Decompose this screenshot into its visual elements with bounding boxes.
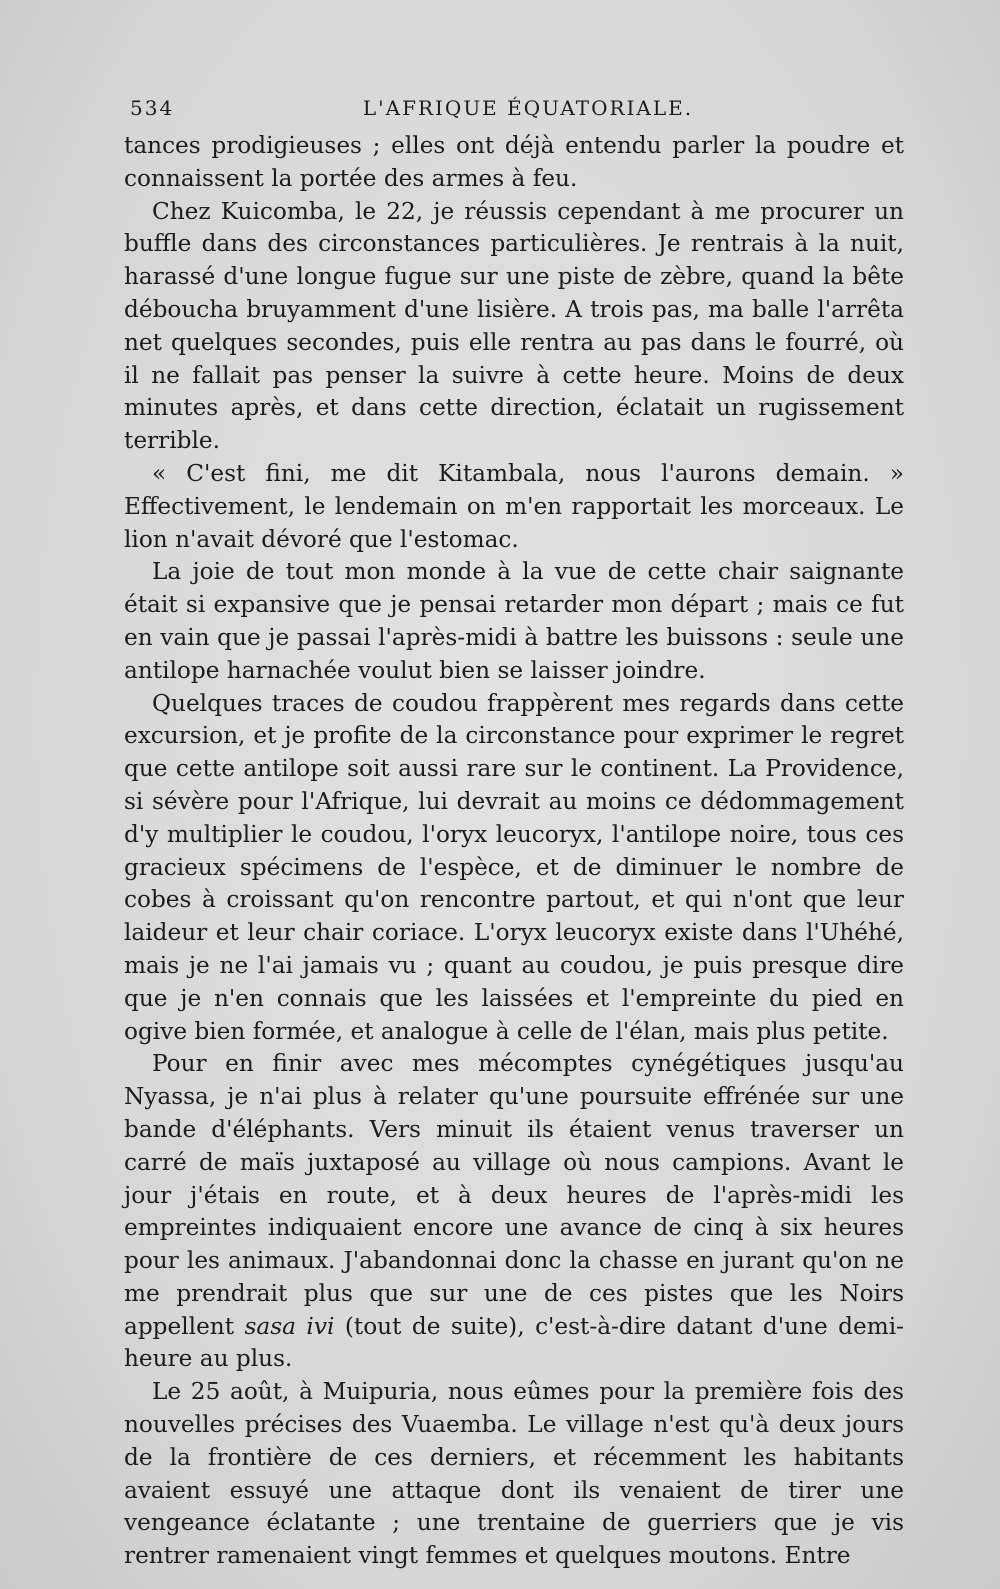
- paragraph: Chez Kuicomba, le 22, je réussis cependant à me procurer un buffle dans des circonstances particulières. Je rentrais à la nuit, harassé d'une longue fugue sur une piste de zèbre, quand la bête déboucha bruyamment d'une lisière. A trois pas, ma balle l'arrêta net quelques secondes, puis elle rentra au pas dans le fourré, où il ne fallait pas penser la suivre à cette heure. Moins de deux minutes après, et dans cette direction, éclatait un rugissement terrible.: [124, 197, 904, 455]
- paragraph: Quelques traces de coudou frappèrent mes regards dans cette excursion, et je profite de la circonstance pour exprimer le regret que cette antilope soit aussi rare sur le continent. La Providence, si sévère pour l'Afrique, lui devrait au moins ce dédommagement d'y multiplier le coudou, l'oryx leucoryx, l'antilope noire, tous ces gracieux spécimens de l'espèce, et de diminuer le nombre de cobes à croissant qu'on rencontre partout, et qui n'ont que leur laideur et leur chair coriace. L'oryx leucoryx existe dans l'Uhéhé, mais je ne l'ai jamais vu ; quant au coudou, je puis presque dire que je n'en connais que les laissées et l'empreinte du pied en ogive bien formée, et analogue à celle de l'élan, mais plus petite.: [124, 689, 904, 1045]
- italic-term: sasa ivi: [244, 1312, 335, 1340]
- paragraph-text: (tout de suite), c'est-à-dire datant d'une demi-heure au plus.: [124, 1312, 904, 1373]
- paragraph: Le 25 août, à Muipuria, nous eûmes pour la première fois des nouvelles précises des Vuaemba. Le village n'est qu'à deux jours de la frontière de ces derniers, et récemment les habitants avaient essuyé une attaque dont ils venaient de tirer une vengeance éclatante ; une trentaine de guerriers que je vis rentrer ramenaient vingt femmes et quelques moutons. Entre: [124, 1378, 904, 1570]
- paragraph-text: Pour en finir avec mes mécomptes cynégétiques jusqu'au Nyassa, je n'ai plus à relater qu'une poursuite effrénée sur une bande d'éléphants. Vers minuit ils étaient venus traverser un carré de maïs juxtaposé au village où nous campions. Avant le jour j'étais en route, et à deux heures de l'après-midi les empreintes indiquaient encore une avance de cinq à six heures pour les animaux. J'abandonnai donc la chasse en jurant qu'on ne me prendrait plus que sur une de ces pistes que les Noirs appellent: [124, 1050, 904, 1340]
- paragraph: « C'est fini, me dit Kitambala, nous l'aurons demain. » Effectivement, le lendemain on m'en rapportait les morceaux. Le lion n'avait dévoré que l'estomac.: [124, 459, 904, 553]
- running-head: [130, 96, 902, 124]
- page-number: 534: [130, 96, 175, 120]
- running-title: L'AFRIQUE ÉQUATORIALE.: [362, 96, 694, 120]
- paragraph: [124, 1048, 904, 1376]
- paragraph: tances prodigieuses ; elles ont déjà entendu parler la poudre et connaissent la portée des armes à feu.: [124, 132, 904, 192]
- paragraph: La joie de tout mon monde à la vue de cette chair saignante était si expansive que je pensai retarder mon départ ; mais ce fut en vain que je passai l'après-midi à battre les buissons : seule une antilope harnachée voulut bien se laisser joindre.: [124, 558, 904, 684]
- body-text: [124, 130, 904, 1573]
